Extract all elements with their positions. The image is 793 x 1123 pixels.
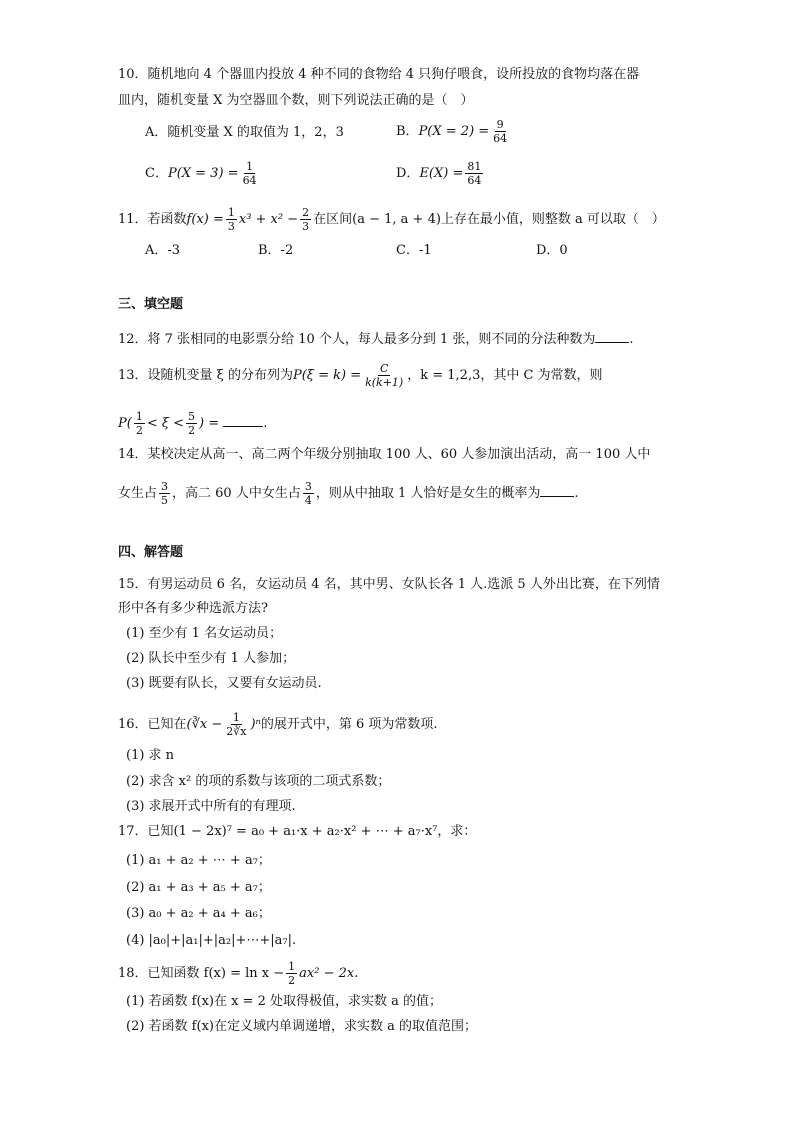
numerator: 3: [161, 480, 169, 493]
numerator: 1: [227, 206, 235, 219]
denominator: 64: [467, 174, 482, 187]
numerator: 2: [302, 206, 310, 219]
q12-stem: [118, 330, 634, 349]
denominator: 64: [242, 174, 257, 187]
q11-option-c: C．-1: [396, 243, 432, 258]
q16-post: 的展开式中，第 6 项为常数项.: [260, 717, 438, 732]
q18-sub2: (2) 若函数 f(x)在定义域内单调递增，求实数 a 的取值范围；: [126, 1019, 477, 1034]
q13-post: ，k = 1,2,3，其中 C 为常数，则: [407, 368, 603, 383]
q16-sub2: (2) 求含 x² 的项的系数与该项的二项式系数；: [126, 774, 391, 789]
q13-line2: [118, 410, 267, 437]
q18-pre: 18．已知函数 f(x) = ln x −: [118, 966, 285, 981]
q12-text: 12．将 7 张相同的电影票分给 10 个人，每人最多分到 1 张，则不同的分法种数为: [118, 332, 596, 347]
q14-l2c: ，则从中抽取 1 人恰好是女生的概率为: [315, 486, 541, 501]
q13-end: .: [263, 416, 268, 431]
q10-option-b: [396, 118, 511, 145]
numerator: 9: [496, 118, 504, 131]
q13-l2-post: ) =: [199, 416, 220, 431]
q12-end: .: [629, 332, 634, 347]
fraction: [241, 160, 259, 187]
answer-blank: [223, 414, 263, 427]
option-expr: E(X) =: [419, 166, 464, 181]
numerator: 5: [188, 410, 196, 423]
numerator: 1: [246, 160, 254, 173]
q10-stem-line1: 10．随机地向 4 个器皿内投放 4 种不同的食物给 4 只狗仔喂食，设所投放的食物均落在器: [118, 67, 640, 82]
section-heading-fill-blank: 三、填空题: [118, 297, 184, 312]
q11-stem: [118, 206, 665, 233]
q11-option-d: D．0: [536, 243, 568, 258]
fraction: [224, 711, 248, 738]
q15-line2: 形中各有多少种选派方法?: [118, 601, 268, 616]
option-expr: P(X = 3) =: [167, 166, 239, 181]
denominator: 2∛x: [226, 725, 247, 738]
fraction: [465, 160, 483, 187]
q10-stem-line2: 皿内，随机变量 X 为空器皿个数，则下列说法正确的是（ ）: [118, 93, 474, 108]
q14-line1: 14．某校决定从高一、高二两个年级分别抽取 100 人、60 人参加演出活动，高一 100 人中: [118, 447, 651, 462]
denominator: 3: [302, 220, 310, 233]
q14-line2: [118, 480, 579, 507]
fraction: [363, 362, 405, 389]
numerator: 1: [288, 960, 296, 973]
q11-fx: f(x) =: [186, 212, 224, 227]
q13-stem: [118, 362, 603, 389]
q11-option-b: B．-2: [258, 243, 294, 258]
numerator: 1: [232, 711, 240, 724]
q15-sub1: (1) 至少有 1 名女运动员；: [126, 626, 283, 641]
numerator: 3: [304, 480, 312, 493]
q16-sub1: (1) 求 n: [126, 748, 175, 763]
denominator: 2: [288, 974, 296, 987]
fraction: [286, 960, 297, 987]
q10-option-a: A．随机变量 X 的取值为 1，2，3: [145, 125, 344, 140]
numerator: 1: [135, 410, 143, 423]
denominator: 64: [493, 132, 508, 145]
q14-end: .: [574, 486, 579, 501]
denominator: 4: [304, 494, 312, 507]
option-label: D．: [396, 166, 420, 181]
q13-l2-pre: P(: [118, 416, 132, 431]
option-expr: P(X = 2) =: [418, 124, 490, 139]
q16-pre: 16．已知在: [118, 717, 187, 732]
q15-sub3: (3) 既要有队长，又要有女运动员.: [126, 676, 322, 691]
q13-l2-mid: < ξ <: [146, 416, 185, 431]
q18-stem: [118, 960, 358, 987]
q15-sub2: (2) 队长中至少有 1 人参加；: [126, 651, 296, 666]
q11-mid: x³ + x² −: [238, 212, 299, 227]
q15-line1: 15．有男运动员 6 名，女运动员 4 名，其中男、女队长各 1 人.选派 5 人外出比赛，在下列情: [118, 577, 660, 592]
q17-sub2: (2) a₁ + a₃ + a₅ + a₇；: [126, 880, 271, 895]
option-label: B．: [396, 124, 419, 139]
q18-post: ax² − 2x.: [299, 966, 359, 981]
q17-sub1: (1) a₁ + a₂ + ⋯ + a₇；: [126, 853, 271, 868]
fraction: [303, 480, 314, 507]
section-heading-solve: 四、解答题: [118, 545, 184, 560]
fraction: [491, 118, 509, 145]
denominator: 3: [227, 220, 235, 233]
fraction: [226, 206, 237, 233]
q16-stem: [118, 711, 438, 738]
numerator: 81: [467, 160, 482, 173]
fraction: [300, 206, 311, 233]
q14-l2a: 女生占: [118, 486, 158, 501]
option-label: C．: [145, 166, 168, 181]
fraction: [134, 410, 145, 437]
q13-pexpr: P(ξ = k) =: [292, 368, 362, 383]
q17-stem: 17．已知(1 − 2x)⁷ = a₀ + a₁·x + a₂·x² + ⋯ + a₇·x⁷，求：: [118, 824, 477, 839]
q10-option-c: [145, 160, 261, 187]
denominator: k(k+1): [365, 376, 404, 389]
q17-sub4: (4) |a₀|+|a₁|+|a₂|+⋯+|a₇|.: [126, 933, 297, 948]
q10-option-d: [396, 160, 485, 187]
denominator: 2: [135, 424, 143, 437]
q14-l2b: ，高二 60 人中女生占: [172, 486, 301, 501]
denominator: 2: [188, 424, 196, 437]
numerator: C: [379, 362, 389, 375]
q18-sub1: (1) 若函数 f(x)在 x = 2 处取得极值，求实数 a 的值；: [126, 994, 443, 1009]
q11-post: 在区间(a − 1, a + 4)上存在最小值，则整数 a 可以取（ ）: [313, 212, 665, 227]
fraction: [159, 480, 170, 507]
q11-option-a: A．-3: [145, 243, 181, 258]
answer-blank: [540, 484, 574, 497]
fraction: [186, 410, 197, 437]
q17-sub3: (3) a₀ + a₂ + a₄ + a₆；: [126, 906, 271, 921]
q13-pre: 13．设随机变量 ξ 的分布列为: [118, 368, 293, 383]
answer-blank: [595, 330, 629, 343]
q16-expr-b: )ⁿ: [250, 717, 261, 732]
denominator: 5: [161, 494, 169, 507]
q16-sub3: (3) 求展开式中所有的有理项.: [126, 799, 296, 814]
q16-expr-a: (∛x −: [186, 717, 223, 732]
q11-pre: 11．若函数: [118, 212, 187, 227]
